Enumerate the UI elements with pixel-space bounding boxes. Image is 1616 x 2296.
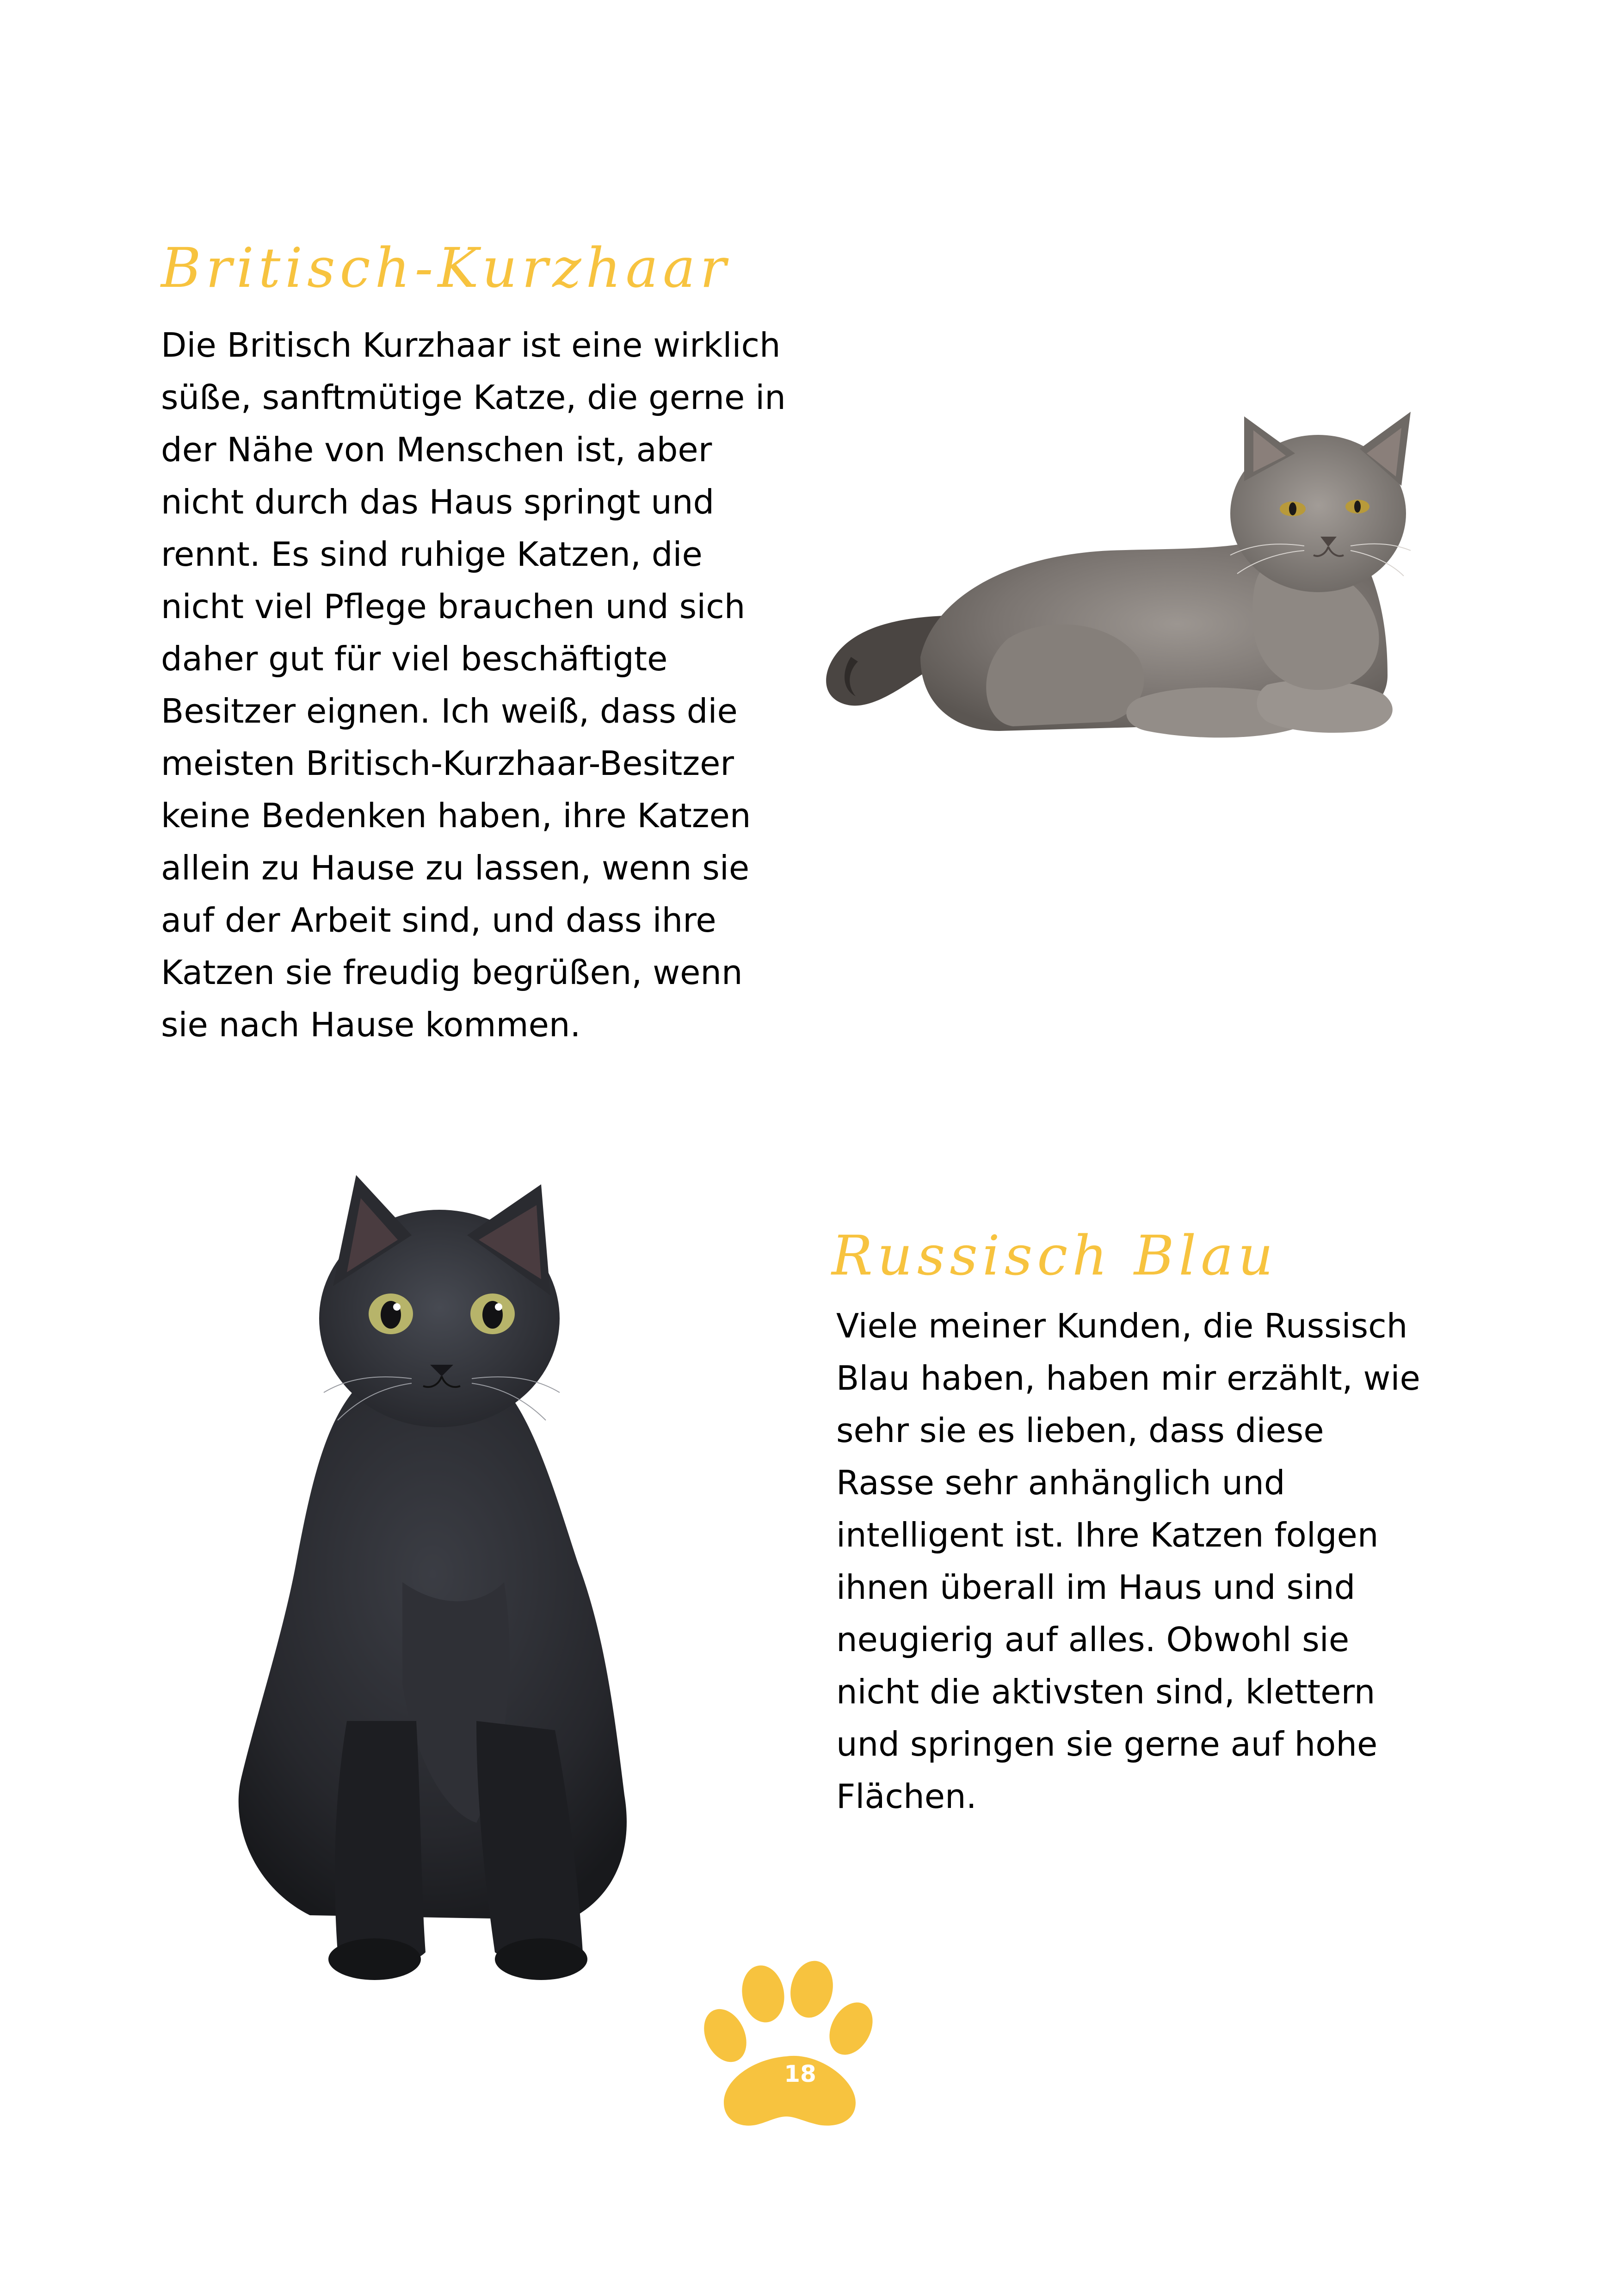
- text-line: ihnen überall im Haus und sind: [836, 1568, 1356, 1607]
- section-text-british-shorthair: [161, 319, 786, 1051]
- russian-blue-cat-photo: [217, 1166, 657, 1999]
- text-line: Flächen.: [836, 1777, 977, 1816]
- text-line: und springen sie gerne auf hohe: [836, 1725, 1378, 1764]
- section-heading-british-shorthair: Britisch-Kurzhaar: [161, 236, 731, 300]
- page-number: 18: [784, 2061, 816, 2087]
- text-line: allein zu Hause zu lassen, wenn sie: [161, 848, 750, 887]
- text-line: süße, sanftmütige Katze, die gerne in: [161, 378, 786, 417]
- text-line: Besitzer eignen. Ich weiß, dass die: [161, 692, 738, 730]
- text-line: meisten Britisch-Kurzhaar-Besitzer: [161, 744, 734, 783]
- text-line: Blau haben, haben mir erzählt, wie: [836, 1359, 1420, 1398]
- text-line: auf der Arbeit sind, und dass ihre: [161, 901, 716, 940]
- text-line: nicht durch das Haus springt und: [161, 483, 715, 521]
- text-line: Katzen sie freudig begrüßen, wenn: [161, 953, 743, 992]
- text-line: nicht die aktivsten sind, klettern: [836, 1672, 1375, 1711]
- text-line: nicht viel Pflege brauchen und sich: [161, 587, 746, 626]
- text-line: keine Bedenken haben, ihre Katzen: [161, 796, 751, 835]
- text-line: rennt. Es sind ruhige Katzen, die: [161, 535, 703, 574]
- text-line: Die Britisch Kurzhaar ist eine wirklich: [161, 326, 781, 365]
- paw-print-icon: [703, 1959, 879, 2130]
- text-line: intelligent ist. Ihre Katzen folgen: [836, 1516, 1379, 1554]
- text-line: sie nach Hause kommen.: [161, 1005, 581, 1044]
- text-line: sehr sie es lieben, dass diese: [836, 1411, 1324, 1450]
- text-line: der Nähe von Menschen ist, aber: [161, 430, 712, 469]
- section-text-russian-blue: [836, 1300, 1420, 1823]
- section-heading-russian-blue: Russisch Blau: [832, 1224, 1278, 1287]
- british-shorthair-cat-photo: [814, 398, 1452, 749]
- text-line: Viele meiner Kunden, die Russisch: [836, 1306, 1408, 1345]
- text-line: neugierig auf alles. Obwohl sie: [836, 1620, 1350, 1659]
- text-line: Rasse sehr anhänglich und: [836, 1463, 1285, 1502]
- text-line: daher gut für viel beschäftigte: [161, 639, 668, 678]
